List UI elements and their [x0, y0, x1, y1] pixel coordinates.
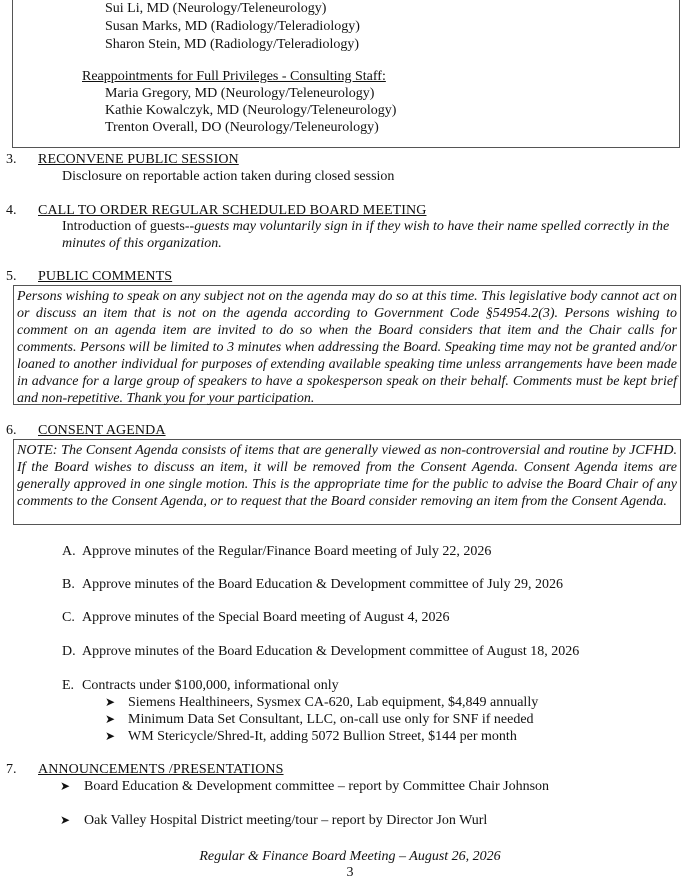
- section-number: 5.: [6, 269, 17, 284]
- item-letter: C.: [62, 610, 75, 625]
- section-body-continued: minutes of this organization.: [62, 236, 222, 251]
- intro-text: Introduction of guests: [62, 219, 185, 234]
- arrow-bullet-icon: ➤: [105, 712, 116, 726]
- contract-item: Siemens Healthineers, Sysmex CA-620, Lab equipment, $4,849 annually: [128, 695, 539, 710]
- consent-item-b: Approve minutes of the Board Education & Development committee of July 29, 2026: [82, 577, 563, 592]
- section-body: [62, 218, 669, 235]
- list-item: Maria Gregory, MD (Neurology/Teleneurology): [105, 86, 375, 101]
- intro-italic-text: --guests may voluntarily sign in if they wish to have their name spelled correctly in the: [184, 219, 670, 234]
- consent-item-c: Approve minutes of the Special Board meeting of August 4, 2026: [82, 610, 450, 625]
- consent-item-a: Approve minutes of the Regular/Finance Board meeting of July 22, 2026: [82, 544, 492, 559]
- public-comments-box: Persons wishing to speak on any subject not on the agenda may do so at this time. This legislative body cannot act on or discuss an item that is not on the agenda according to Government Code §54954.2(3). Persons wishing to comment on an agenda item are invited to do so when the Board considers that item and the Chair calls for comments. Persons will be limited to 3 minutes when addressing the Board. Speaking time may not be granted and/or loaned to another individual for purposes of extending available speaking time unless arrangements have been made in advance for a large group of speakers to have a spokesperson speak on their behalf. Comments must be kept brief and non-repetitive. Thank you for your participation.: [13, 285, 681, 405]
- list-item: Trenton Overall, DO (Neurology/Teleneurology): [105, 120, 379, 135]
- announcement-item: Oak Valley Hospital District meeting/tour – report by Director Jon Wurl: [84, 813, 488, 828]
- arrow-bullet-icon: ➤: [60, 779, 71, 793]
- section-number: 4.: [6, 203, 17, 218]
- section-number: 3.: [6, 152, 17, 167]
- section-heading-announcements: ANNOUNCEMENTS /PRESENTATIONS: [38, 762, 284, 777]
- list-item: Kathie Kowalczyk, MD (Neurology/Teleneurology): [105, 103, 397, 118]
- section-number: 7.: [6, 762, 17, 777]
- announcement-item: Board Education & Development committee – report by Committee Chair Johnson: [84, 779, 550, 794]
- section-heading-public-comments: PUBLIC COMMENTS: [38, 269, 173, 284]
- arrow-bullet-icon: ➤: [60, 813, 71, 827]
- arrow-bullet-icon: ➤: [105, 695, 116, 709]
- consent-item-e: Contracts under $100,000, informational only: [82, 678, 339, 693]
- arrow-bullet-icon: ➤: [105, 729, 116, 743]
- page-number: 3: [346, 865, 354, 880]
- contract-item: Minimum Data Set Consultant, LLC, on-call use only for SNF if needed: [128, 712, 534, 727]
- list-item: Sui Li, MD (Neurology/Teleneurology): [105, 1, 327, 16]
- consent-item-d: Approve minutes of the Board Education & Development committee of August 18, 2026: [82, 644, 580, 659]
- page-footer: Regular & Finance Board Meeting – August 26, 2026: [199, 849, 501, 864]
- section-body: Disclosure on reportable action taken during closed session: [62, 169, 395, 184]
- section-heading-consent-agenda: CONSENT AGENDA: [38, 423, 166, 438]
- list-item: Sharon Stein, MD (Radiology/Teleradiology): [105, 37, 360, 52]
- section-number: 6.: [6, 423, 17, 438]
- item-letter: D.: [62, 644, 76, 659]
- section-heading-call-to-order: CALL TO ORDER REGULAR SCHEDULED BOARD MEETING: [38, 203, 427, 218]
- reappointments-heading: Reappointments for Full Privileges - Consulting Staff:: [82, 69, 386, 84]
- consent-agenda-note-box: NOTE: The Consent Agenda consists of items that are generally viewed as non-controversial and routine by JCFHD. If the Board wishes to discuss an item, it will be removed from the Consent Agenda. Consent Agenda items are generally approved in one single motion. This is the appropriate time for the public to advise the Board Chair of any comments to the Consent Agenda, or to request that the Board consider removing an item from the Consent Agenda.: [13, 439, 681, 525]
- list-item: Susan Marks, MD (Radiology/Teleradiology): [105, 19, 360, 34]
- section-heading-reconvene: RECONVENE PUBLIC SESSION: [38, 152, 239, 167]
- item-letter: B.: [62, 577, 75, 592]
- item-letter: E.: [62, 678, 75, 693]
- item-letter: A.: [62, 544, 76, 559]
- contract-item: WM Stericycle/Shred-It, adding 5072 Bullion Street, $144 per month: [128, 729, 517, 744]
